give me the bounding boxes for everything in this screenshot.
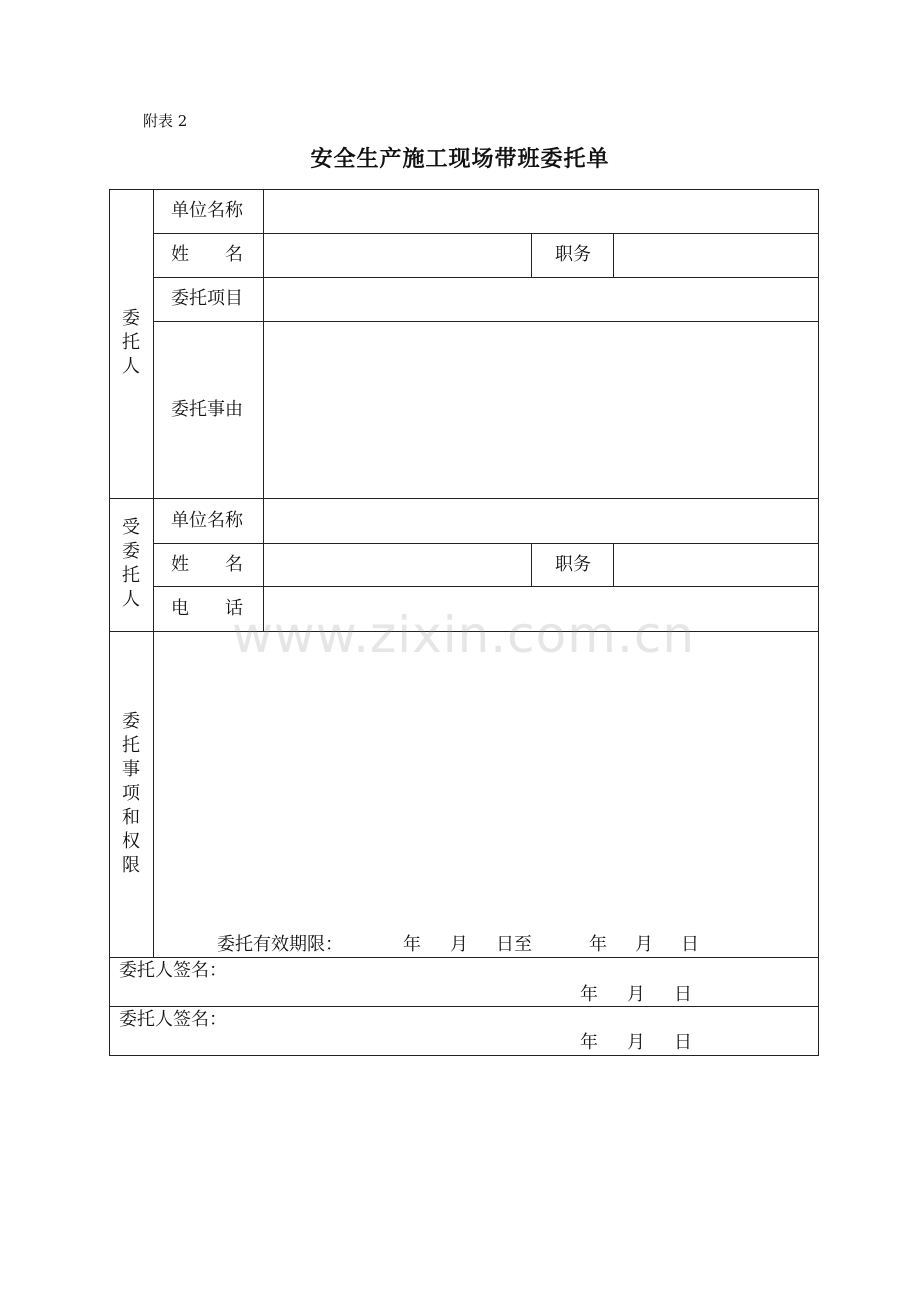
position-divider: [613, 233, 614, 277]
section-divider: [109, 498, 819, 499]
agent-unit-name-label: 单位名称: [171, 510, 243, 531]
validity-from-year: 年: [403, 934, 421, 955]
signature-label: 委托人签名：: [119, 1009, 227, 1030]
agent-phone-field[interactable]: [265, 588, 817, 630]
position-divider: [531, 543, 532, 586]
signature-year: 年: [580, 1032, 598, 1053]
validity-to-year: 年: [589, 934, 607, 955]
principal-position-field[interactable]: [615, 235, 817, 276]
principal-section-label: 委托人: [122, 308, 140, 377]
table-border-top: [109, 189, 819, 190]
principal-project-field[interactable]: [265, 279, 817, 320]
section-divider: [109, 631, 819, 632]
signature-field[interactable]: [111, 1008, 817, 1054]
table-border-left: [109, 189, 110, 1055]
principal-reason-field[interactable]: [265, 323, 817, 496]
watermark: www.zixin.com.cn: [232, 606, 696, 664]
agent-unit-name-field[interactable]: [265, 500, 817, 542]
signature-year: 年: [580, 984, 598, 1005]
label-column-divider: [263, 498, 264, 631]
signature-label: 委托人签名：: [119, 960, 227, 981]
signature-month: 月: [627, 1032, 645, 1053]
position-divider: [531, 233, 532, 277]
principal-name-label: 姓 名: [171, 244, 243, 265]
table-border-bottom: [109, 1055, 819, 1056]
agent-section-label: 受委托人: [122, 517, 140, 610]
agent-position-label: 职务: [555, 554, 591, 575]
principal-unit-name-field[interactable]: [265, 191, 817, 232]
signature-day: 日: [674, 984, 692, 1005]
row-divider: [153, 586, 819, 587]
delegation-form-table: [109, 189, 819, 1055]
signature-field[interactable]: [111, 959, 817, 1005]
row-divider: [153, 321, 819, 322]
authority-section-label: 委托事项和权限: [122, 711, 140, 876]
position-divider: [613, 543, 614, 586]
principal-unit-name-label: 单位名称: [171, 200, 243, 221]
form-title: 安全生产施工现场带班委托单: [310, 147, 610, 172]
table-border-right: [818, 189, 819, 1055]
principal-name-field[interactable]: [265, 235, 529, 276]
agent-phone-label: 电 话: [171, 598, 243, 619]
validity-to-day: 日: [681, 934, 699, 955]
principal-project-label: 委托项目: [171, 288, 243, 309]
row-divider: [153, 233, 819, 234]
principal-reason-label: 委托事由: [171, 399, 243, 420]
agent-name-label: 姓 名: [171, 554, 243, 575]
signature-day: 日: [674, 1032, 692, 1053]
section-column-divider: [153, 189, 154, 957]
section-divider: [109, 957, 819, 958]
signature-month: 月: [627, 984, 645, 1005]
agent-position-field[interactable]: [615, 545, 817, 585]
principal-position-label: 职务: [555, 244, 591, 265]
validity-from-month: 月: [450, 934, 468, 955]
row-divider: [153, 543, 819, 544]
authority-content-field[interactable]: [155, 633, 817, 925]
row-divider: [109, 1006, 819, 1007]
row-divider: [153, 277, 819, 278]
validity-to-month: 月: [635, 934, 653, 955]
annex-label: 附表 2: [143, 112, 188, 130]
validity-from-day-to: 日至: [496, 934, 532, 955]
validity-period-label: 委托有效期限：: [217, 934, 343, 955]
agent-name-field[interactable]: [265, 545, 529, 585]
